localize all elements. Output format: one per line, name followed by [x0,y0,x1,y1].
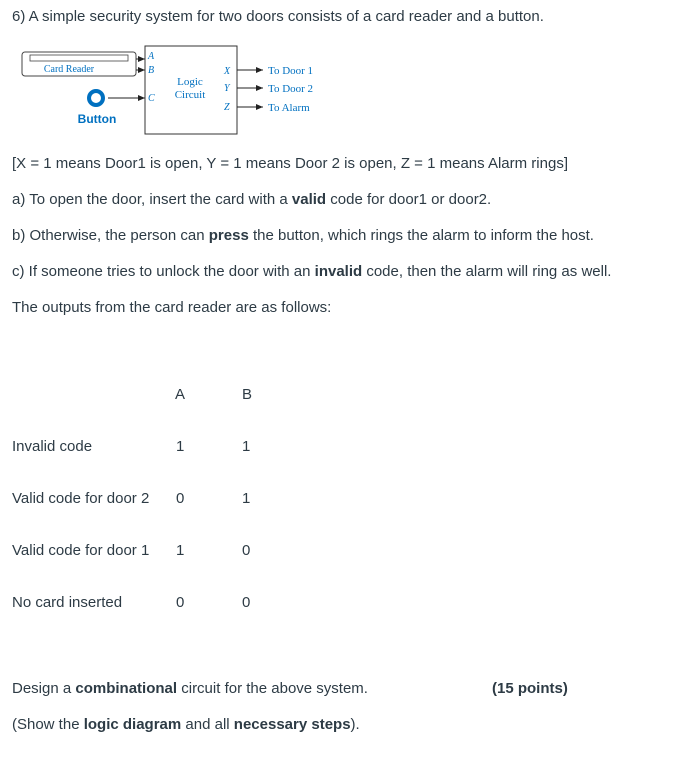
rule-c: c) If someone tries to unlock the door with an invalid code, then the alarm will ring as well. [12,263,612,280]
rule-b: b) Otherwise, the person can press the button, which rings the alarm to inform the host. [12,227,594,244]
table-cell-b: 0 [242,542,251,559]
button-label: Button [77,112,117,126]
show-instruction: (Show the logic diagram and all necessary steps). [12,716,360,733]
table-cell-b: 1 [242,490,251,507]
target-door2: To Door 2 [268,83,314,95]
table-row-label: Valid code for door 1 [12,542,150,559]
table-header-a: A [175,386,186,403]
design-instruction: Design a combinational circuit for the above system. [12,680,368,697]
input-a-label: A [148,51,155,62]
table-cell-a: 1 [176,438,185,455]
output-z-label: Z [224,102,230,113]
target-door1: To Door 1 [268,65,314,77]
logic-label-2: Circuit [174,89,206,101]
button-icon [89,91,103,105]
legend-text: [X = 1 means Door1 is open, Y = 1 means Door 2 is open, Z = 1 means Alarm rings] [12,155,568,172]
logic-label-1: Logic [177,76,203,88]
table-cell-a: 0 [176,594,185,611]
question-title: 6) A simple security system for two doors consists of a card reader and a button. [12,8,544,25]
table-cell-a: 1 [176,542,185,559]
points-label: (15 points) [492,680,568,697]
card-reader-label: Card Reader [43,64,95,75]
table-row-label: Invalid code [12,438,93,455]
table-cell-b: 0 [242,594,251,611]
table-cell-a: 0 [176,490,185,507]
target-alarm: To Alarm [268,102,310,114]
table-row-label: Valid code for door 2 [12,490,150,507]
table-row-label: No card inserted [12,594,123,611]
security-system-diagram [0,38,692,138]
output-x-label: X [224,66,231,77]
input-c-label: C [148,93,155,104]
rule-a: a) To open the door, insert the card with a valid code for door1 or door2. [12,191,492,208]
input-b-label: B [148,65,155,76]
table-cell-b: 1 [242,438,251,455]
card-reader [22,52,136,76]
outputs-intro: The outputs from the card reader are as follows: [12,299,332,316]
output-y-label: Y [224,83,230,94]
table-header-b: B [242,386,253,403]
